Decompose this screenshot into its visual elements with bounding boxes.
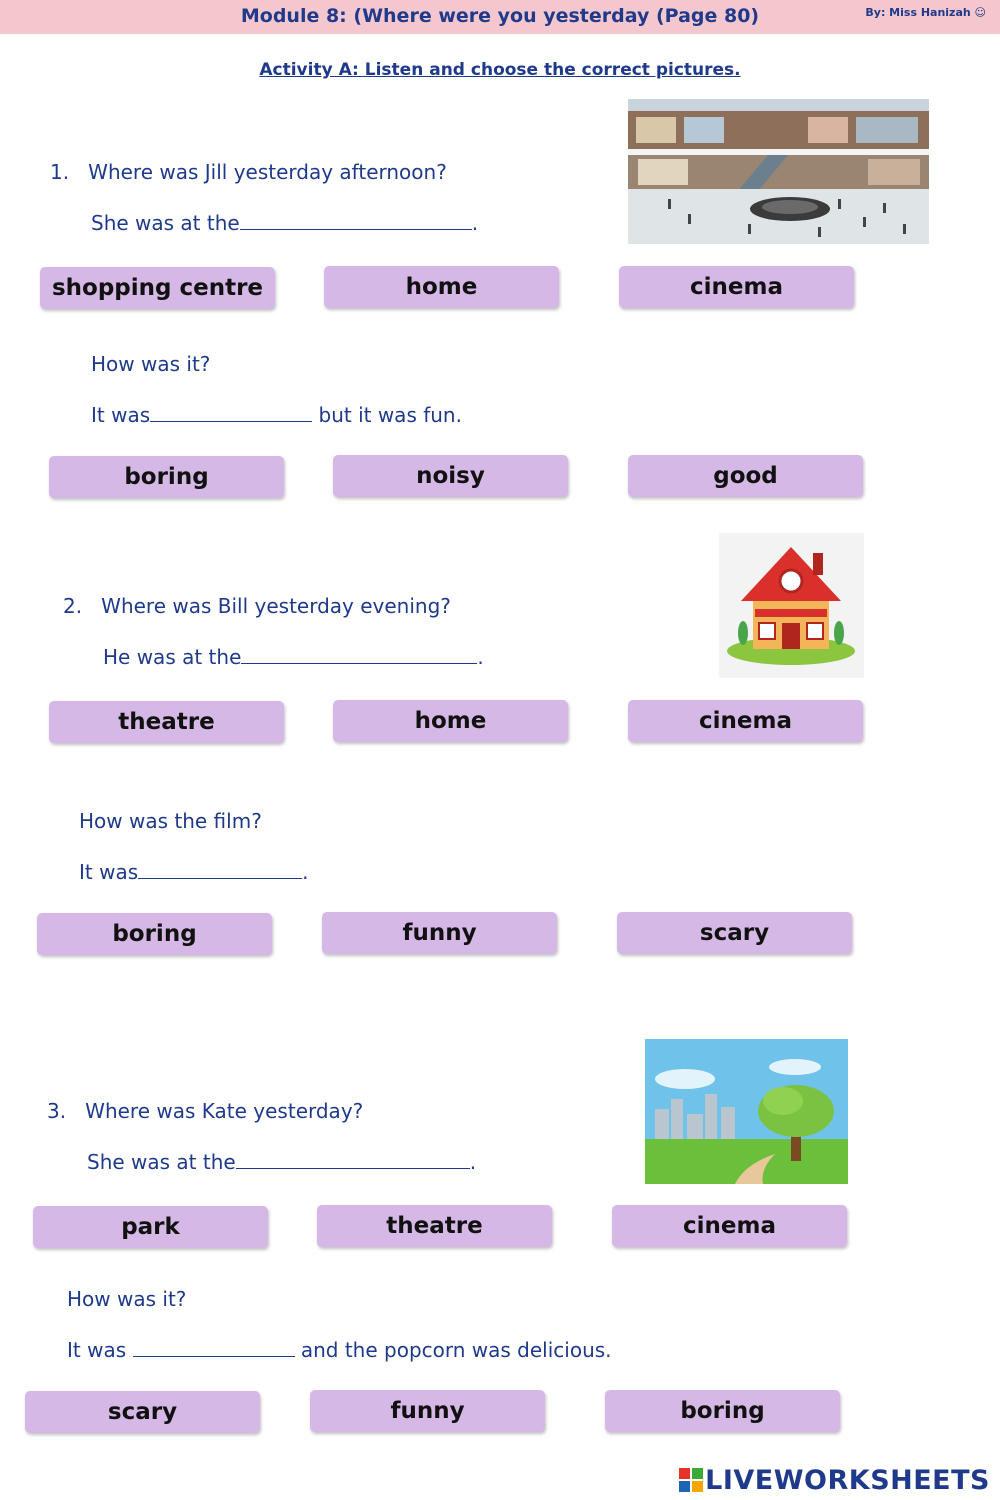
author-byline: By: Miss Hanizah ☺ [865, 6, 986, 19]
house-illustration [719, 533, 864, 678]
park-illustration [645, 1039, 848, 1184]
follow-prefix: It was [79, 860, 139, 884]
answer-line-3 [87, 1150, 476, 1174]
follow-blank[interactable] [150, 403, 312, 422]
follow-question-1: How was it? [91, 352, 211, 376]
answer-suffix: . [469, 1150, 477, 1174]
answer-line-1 [91, 211, 478, 235]
shopping-centre-picture [628, 99, 929, 244]
option-q1-shopping-centre[interactable]: shopping centre [40, 267, 275, 309]
option-q1-home[interactable]: home [324, 266, 559, 308]
option-q2-home[interactable]: home [333, 700, 568, 742]
answer-blank[interactable] [241, 645, 477, 664]
question-2 [63, 594, 451, 618]
option-q2-cinema[interactable]: cinema [628, 700, 863, 742]
option-q2-boring[interactable]: boring [37, 913, 272, 955]
answer-prefix: She was at the [87, 1150, 236, 1174]
follow-answer-line-2 [79, 860, 309, 884]
option-q2-theatre[interactable]: theatre [49, 701, 284, 743]
follow-blank[interactable] [133, 1338, 295, 1357]
question-number: 1. [50, 160, 70, 184]
follow-suffix: but it was fun. [312, 403, 462, 427]
answer-line-2 [103, 645, 484, 669]
option-q3-scary[interactable]: scary [25, 1391, 260, 1433]
answer-suffix: . [477, 645, 484, 669]
follow-prefix: It was [67, 1338, 133, 1362]
answer-blank[interactable] [240, 211, 472, 230]
question-3 [47, 1099, 363, 1123]
park-picture [645, 1039, 848, 1184]
follow-prefix: It was [91, 403, 151, 427]
question-number: 2. [63, 594, 83, 618]
brand-text: LIVEWORKSHEETS [705, 1465, 990, 1496]
page-title: Module 8: (Where were you yesterday (Page 80) [240, 5, 760, 27]
header-bar [0, 0, 1000, 34]
answer-prefix: She was at the [91, 211, 240, 235]
option-q3-boring[interactable]: boring [605, 1390, 840, 1432]
answer-suffix: . [471, 211, 479, 235]
option-q3-theatre[interactable]: theatre [317, 1205, 552, 1247]
option-q1-good[interactable]: good [628, 455, 863, 497]
question-text: Where was Kate yesterday? [85, 1099, 364, 1123]
question-1 [50, 160, 447, 184]
follow-answer-line-3 [67, 1338, 612, 1362]
follow-answer-line-1 [91, 403, 462, 427]
activity-heading: Activity A: Listen and choose the correct pictures. [259, 60, 741, 80]
liveworksheets-icon [679, 1468, 703, 1492]
follow-question-3: How was it? [67, 1287, 187, 1311]
follow-blank[interactable] [138, 860, 302, 879]
follow-suffix: . [302, 860, 309, 884]
question-text: Where was Bill yesterday evening? [101, 594, 451, 618]
option-q1-boring[interactable]: boring [49, 456, 284, 498]
option-q1-noisy[interactable]: noisy [333, 455, 568, 497]
option-q1-cinema[interactable]: cinema [619, 266, 854, 308]
question-text: Where was Jill yesterday afternoon? [88, 160, 447, 184]
answer-prefix: He was at the [103, 645, 242, 669]
follow-question-2: How was the film? [79, 809, 262, 833]
option-q3-funny[interactable]: funny [310, 1390, 545, 1432]
option-q3-cinema[interactable]: cinema [612, 1205, 847, 1247]
shopping-centre-illustration [628, 99, 929, 244]
option-q2-funny[interactable]: funny [322, 912, 557, 954]
follow-suffix: and the popcorn was delicious. [294, 1338, 612, 1362]
question-number: 3. [47, 1099, 67, 1123]
house-picture [719, 533, 864, 678]
option-q2-scary[interactable]: scary [617, 912, 852, 954]
answer-blank[interactable] [236, 1150, 470, 1169]
liveworksheets-logo [679, 1465, 990, 1496]
option-q3-park[interactable]: park [33, 1206, 268, 1248]
